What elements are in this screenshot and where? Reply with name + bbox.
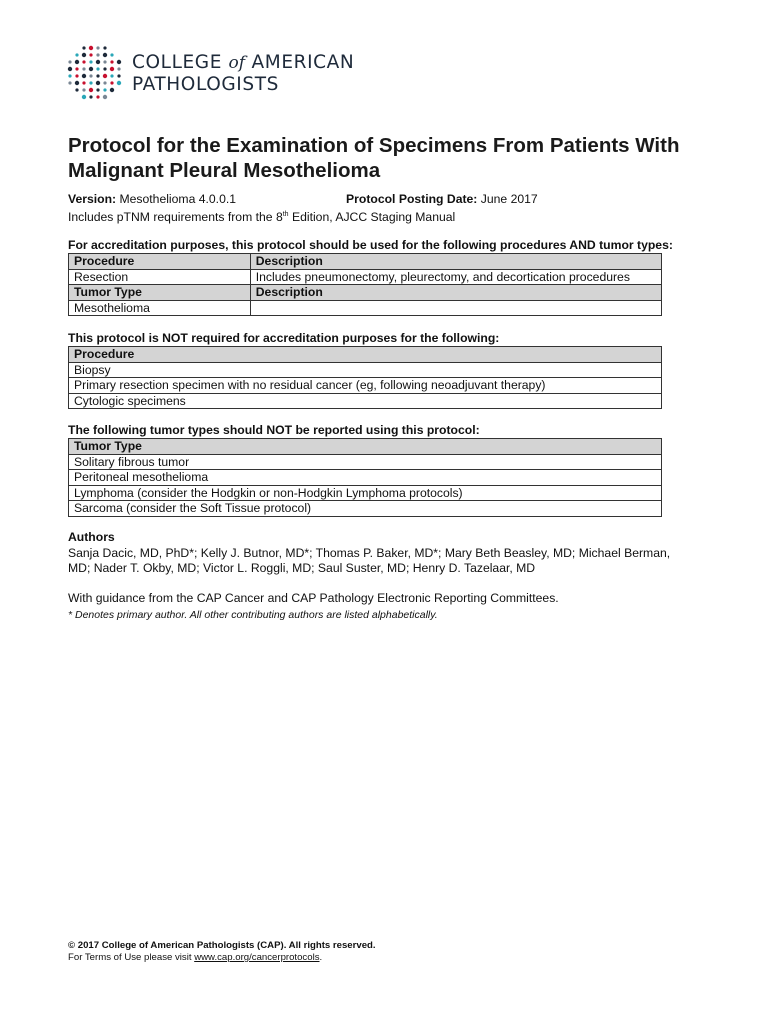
tumor-type-cell: Sarcoma (consider the Soft Tissue protocol) [69,501,662,517]
not-reported-table [68,438,662,517]
tumor-type-cell: Lymphoma (consider the Hodgkin or non-Hodgkin Lymphoma protocols) [69,485,662,501]
protocol-meta [68,191,718,225]
table-row [69,300,662,316]
procedure-header: Procedure [69,254,251,270]
procedure-cell: Resection [69,269,251,285]
authors-line: Sanja Dacic, MD, PhD*; Kelly J. Butnor, MD*; Thomas P. Baker, MD*; Mary Beth Beasley, MD; Michael Berman, [68,545,671,560]
guidance-text: With guidance from the CAP Cancer and CAP Pathology Electronic Reporting Committees. [68,591,559,605]
posting-date-label: Protocol Posting Date: [346,192,478,206]
accreditation-table [68,253,662,316]
table-row [69,269,662,285]
tumor-type-header: Tumor Type [69,285,251,301]
primary-author-note: * Denotes primary author. All other contributing authors are listed alphabetically. [68,609,438,621]
table-row [69,393,662,409]
tumor-type-cell: Solitary fibrous tumor [69,454,662,470]
terms-link[interactable]: www.cap.org/cancerprotocols [194,952,320,963]
cap-dot-mark-icon [66,44,126,104]
version-label: Version: [68,192,117,206]
footer [68,940,376,964]
logo-american: AMERICAN [245,52,355,73]
table-row [69,285,662,301]
tumor-type-header: Tumor Type [69,439,662,455]
authors-line: MD; Nader T. Okby, MD; Victor L. Roggli, MD; Saul Suster, MD; Henry D. Tazelaar, MD [68,561,536,575]
logo-pathologists: PATHOLOGISTS [132,74,279,95]
procedure-cell: Biopsy [69,362,662,378]
not-reported-label: The following tumor types should NOT be reported using this protocol: [68,423,480,437]
terms-line: For Terms of Use please visit www.cap.org/cancerprotocols. [68,952,323,963]
table-row [69,254,662,270]
logo-college: COLLEGE [132,52,229,73]
table-row [69,439,662,455]
procedure-cell: Cytologic specimens [69,393,662,409]
accreditation-label: For accreditation purposes, this protocol should be used for the following procedures AND tumor types: [68,238,673,252]
not-required-table [68,346,662,409]
logo-of: of [228,53,246,73]
description-header: Description [250,254,661,270]
tumor-description-header: Description [250,285,661,301]
authors-heading: Authors [68,530,115,544]
table-row [69,362,662,378]
tumor-type-cell: Peritoneal mesothelioma [69,470,662,486]
page-title: Protocol for the Examination of Specimens From Patients With Malignant Pleural Mesothelioma [68,134,680,182]
authors-section [68,530,708,577]
table-row [69,501,662,517]
table-row [69,347,662,363]
copyright-text: © 2017 College of American Pathologists (CAP). All rights reserved. [68,940,376,951]
table-row [69,454,662,470]
version-value: Mesothelioma 4.0.0.1 [116,192,237,206]
ptnm-note: Includes pTNM requirements from the 8th Edition, AJCC Staging Manual [68,210,456,225]
procedure-cell: Primary resection specimen with no residual cancer (eg, following neoadjuvant therapy) [69,378,662,394]
tumor-description-cell [250,300,661,316]
not-required-label: This protocol is NOT required for accreditation purposes for the following: [68,331,500,345]
logo-wordmark [132,52,354,96]
table-row [69,470,662,486]
table-row [69,378,662,394]
cap-logo [66,44,366,104]
procedure-header: Procedure [69,347,662,363]
posting-date-value: June 2017 [477,192,538,206]
table-row [69,485,662,501]
description-cell: Includes pneumonectomy, pleurectomy, and decortication procedures [250,269,661,285]
tumor-type-cell: Mesothelioma [69,300,251,316]
